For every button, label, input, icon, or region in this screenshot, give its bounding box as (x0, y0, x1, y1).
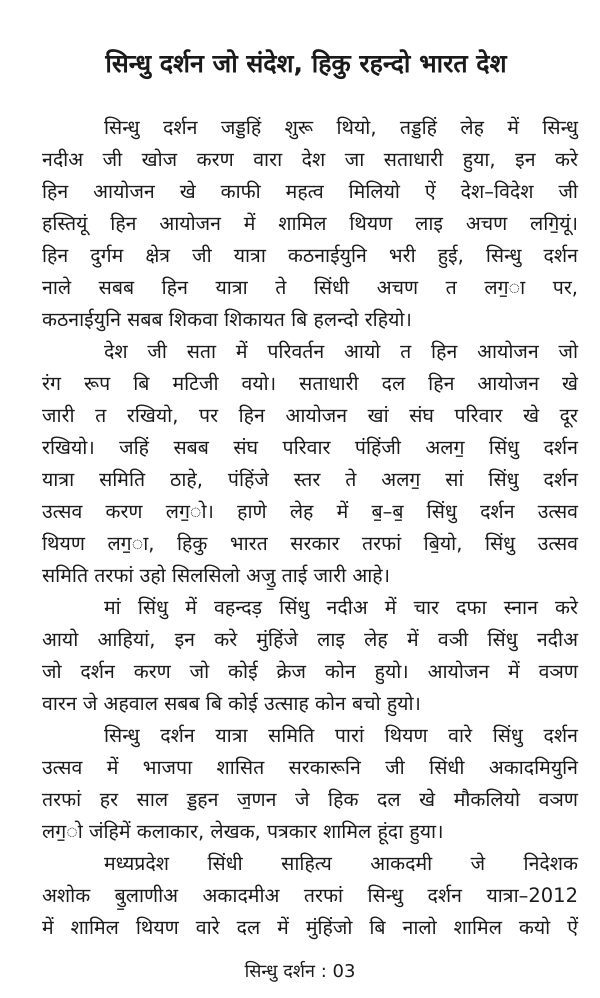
article-body (42, 112, 578, 944)
text-line: तरफां हर साल ड्डहन ज॒णन जे हिक दल खे मौकलियो वञण (42, 788, 578, 811)
text-line: देश जी सता में परिवर्तन आयो त हिन आयोजन जो (104, 340, 578, 363)
text-line: रखियो। जहिं सबब संघ परिवार पंहिंजी अलग॒ सिंधु दर्शन (42, 436, 578, 459)
text-line: हिन आयोजन खे काफी महत्व मिलियो ऐं देश–विदेश जी (42, 180, 578, 203)
text-line: सिन्धु दर्शन यात्रा समिति पारां थियण वारे सिंधु दर्शन (104, 724, 578, 747)
text-line: आयो आहियां, इन करे मुंहिंजे लाइ लेह में वञी सिंधु नदीअ (42, 628, 578, 651)
text-line: कठनाईयुनि सबब शिकवा शिकायत बि हलन्दो रहियो। (42, 308, 412, 331)
text-line: में शामिल थियण वारे दल में मुंहिंजो बि नालो शामिल कयो ऐं (42, 916, 578, 939)
text-line: नाले सबब हिन यात्रा ते सिंधी अचण त लग॒ा पर, (42, 276, 578, 299)
page-number: सिन्धु दर्शन : 03 (244, 961, 356, 982)
text-line: यात्रा समिति ठाहे, पंहिंजे स्तर ते अलग॒ सां सिंधु दर्शन (42, 468, 578, 491)
text-line: हिन दुर्गम क्षेत्र जी यात्रा कठनाईयुनि भरी हुई, सिन्धु दर्शन (42, 244, 578, 267)
text-line: रंग रूप बि मटिजी वयो। सताधारी दल हिन आयोजन खे (42, 372, 578, 395)
text-line: लग॒ो जंहिमें कलाकार, लेखक, पत्रकार शामिल हूंदा हुया। (42, 820, 444, 843)
text-line: मध्यप्रदेश सिंधी साहित्य आकदमी जे निदेशक (104, 852, 578, 875)
text-line: जो दर्शन करण जो कोई क्रेज कोन हुयो। आयोजन में वञण (42, 660, 578, 683)
text-line: जारी त रखियो, पर हिन आयोजन खां संघ परिवार खे दूर (42, 404, 578, 427)
text-line: हस्तियूं हिन आयोजन में शामिल थियण लाइ अचण लगि॒यूं। (42, 212, 578, 235)
text-line: नदीअ जी खोज करण वारा देश जा सताधारी हुया, इन करे (42, 148, 578, 171)
text-line: मां सिंधु में वहन्दड़ सिंधु नदीअ में चार दफा स्नान करे (104, 596, 578, 619)
text-line: वारन जे अहवाल सबब बि कोई उत्साह कोन बचो हुयो। (42, 692, 421, 715)
text-line: सिन्धु दर्शन जड्डहिं शुरू थियो, तड्डहिं लेह में सिन्धु (104, 116, 578, 139)
text-line: समिति तरफां उहो सिलसिलो अजु॒ ताई जारी आहे। (42, 564, 390, 587)
page-title: सिन्धु दर्शन जो संदेश, हिकु रहन्दो भारत देश (105, 49, 507, 78)
text-line: उत्सव करण लग॒ो। हाणे लेह में ब॒–ब॒ सिंधु दर्शन उत्सव (42, 500, 578, 523)
text-line: उत्सव में भाजपा शासित सरकारूनि जी सिंधी अकादमियुनि (42, 756, 578, 779)
text-line: अशोक बु॒लाणीअ अकादमीअ तरफां सिन्धु दर्शन यात्रा–2012 (42, 884, 578, 907)
text-line: थियण लग॒ा, हिकु भारत सरकार तरफां बि॒यो, सिंधु उत्सव (42, 532, 578, 555)
